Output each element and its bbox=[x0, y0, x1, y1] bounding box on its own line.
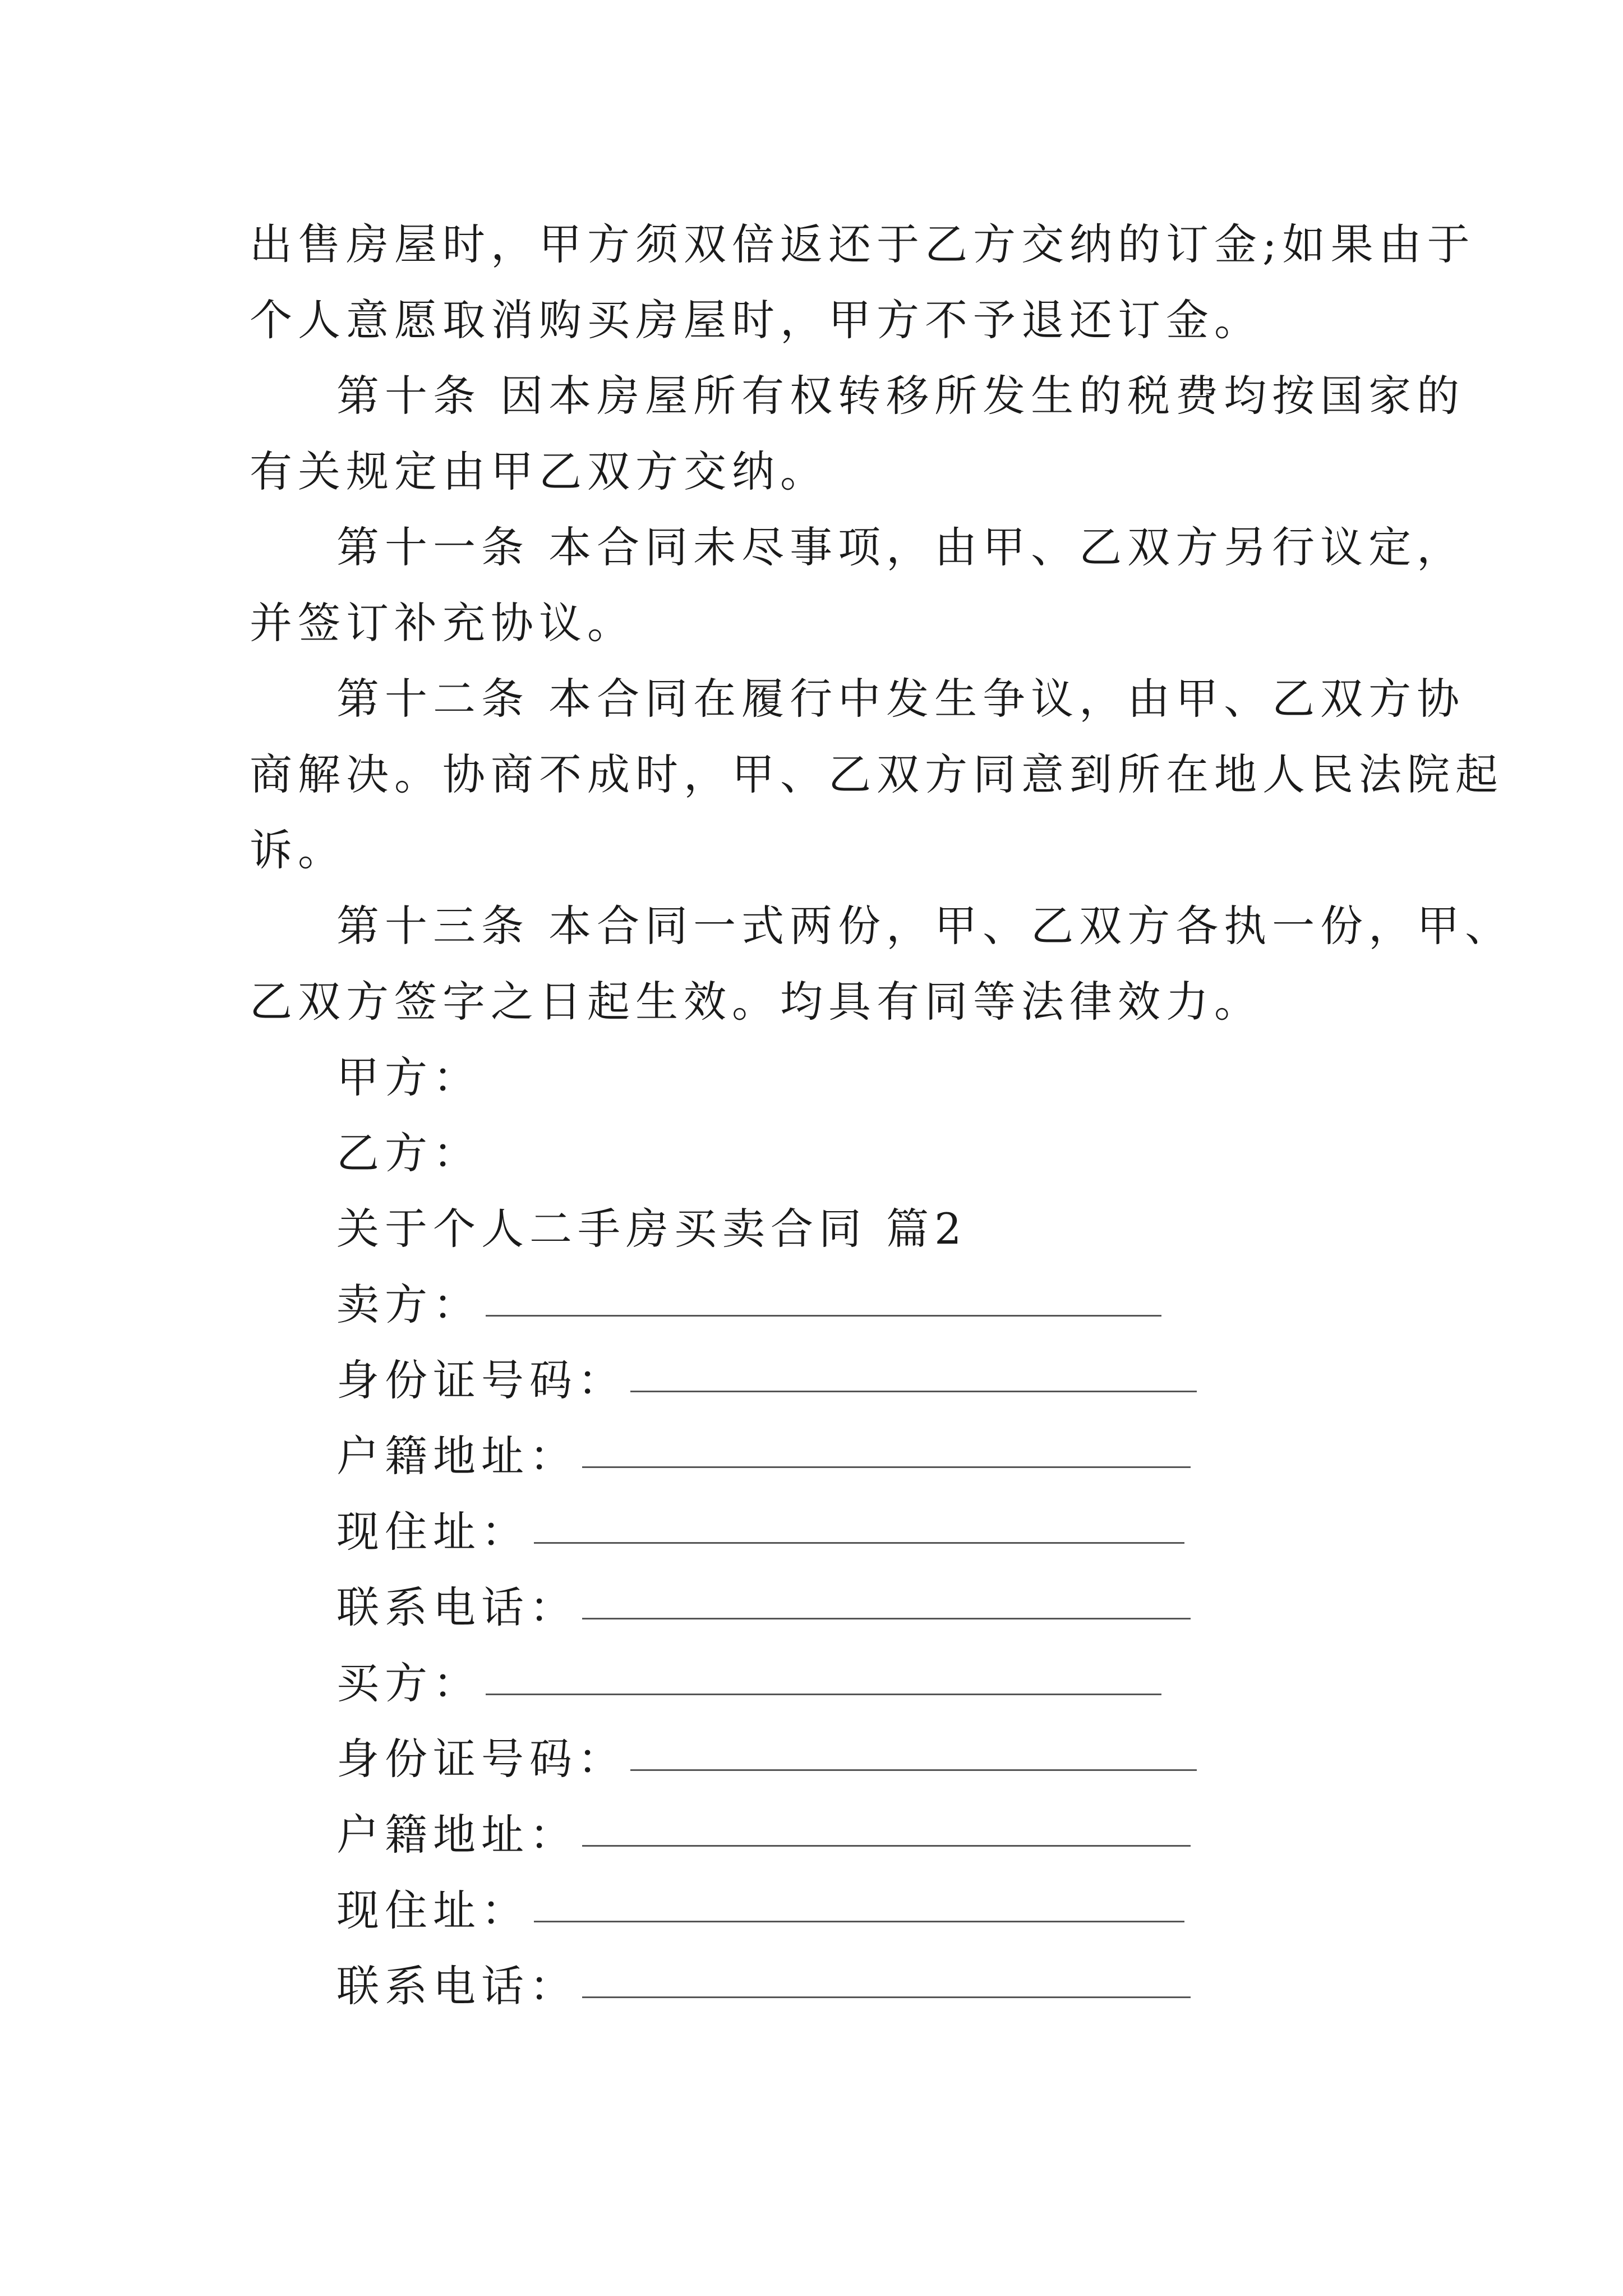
text-line: 第十三条 本合同一式两份，甲、乙双方各执一份，甲、 bbox=[336, 901, 1514, 951]
fill-blank bbox=[582, 1581, 1191, 1619]
form-field-seller-id bbox=[336, 1354, 1197, 1407]
text-line: 第十一条 本合同未尽事项，由甲、乙双方另行议定， bbox=[336, 522, 1465, 572]
field-label: 联系电话： bbox=[336, 1582, 578, 1632]
field-label: 身份证号码： bbox=[336, 1355, 626, 1405]
fill-blank bbox=[534, 1505, 1184, 1544]
fill-blank bbox=[486, 1278, 1161, 1317]
form-field-buyer-phone bbox=[336, 1959, 1191, 2013]
signature-party-a: 甲方： bbox=[336, 1052, 481, 1102]
text-line: 出售房屋时，甲方须双倍返还于乙方交纳的订金;如果由于 bbox=[250, 219, 1476, 269]
text-line: 并签订补充协议。 bbox=[250, 598, 635, 648]
form-field-seller bbox=[336, 1278, 1161, 1332]
field-label: 卖方： bbox=[336, 1280, 481, 1329]
text-line: 个人意愿取消购买房屋时，甲方不予退还订金。 bbox=[250, 295, 1262, 345]
field-label: 现住址： bbox=[336, 1885, 529, 1935]
form-field-buyer bbox=[336, 1657, 1161, 1710]
field-label: 户籍地址： bbox=[336, 1810, 578, 1860]
field-label: 身份证号码： bbox=[336, 1734, 626, 1784]
fill-blank bbox=[630, 1354, 1197, 1392]
field-label: 联系电话： bbox=[336, 1961, 578, 2011]
signature-party-b: 乙方： bbox=[336, 1128, 481, 1178]
fill-blank bbox=[534, 1884, 1184, 1922]
form-field-buyer-current-address bbox=[336, 1884, 1184, 1938]
section-heading: 关于个人二手房买卖合同 篇2 bbox=[336, 1204, 967, 1254]
form-field-seller-phone bbox=[336, 1581, 1191, 1635]
form-field-buyer-id bbox=[336, 1732, 1197, 1786]
fill-blank bbox=[582, 1429, 1191, 1468]
text-line: 第十条 因本房屋所有权转移所发生的税费均按国家的 bbox=[336, 371, 1465, 421]
fill-blank bbox=[582, 1959, 1191, 1998]
fill-blank bbox=[630, 1732, 1197, 1771]
text-line: 商解决。协商不成时，甲、乙双方同意到所在地人民法院起 bbox=[250, 749, 1504, 799]
text-line: 第十二条 本合同在履行中发生争议，由甲、乙双方协 bbox=[336, 674, 1465, 724]
fill-blank bbox=[486, 1657, 1161, 1695]
text-line: 有关规定由甲乙双方交纳。 bbox=[250, 447, 828, 496]
text-line: 乙双方签字之日起生效。均具有同等法律效力。 bbox=[250, 977, 1262, 1027]
field-label: 户籍地址： bbox=[336, 1431, 578, 1481]
text-line: 诉。 bbox=[250, 825, 346, 875]
fill-blank bbox=[582, 1808, 1191, 1847]
field-label: 买方： bbox=[336, 1658, 481, 1708]
form-field-buyer-household-address bbox=[336, 1808, 1191, 1862]
form-field-seller-household-address bbox=[336, 1429, 1191, 1483]
form-field-seller-current-address bbox=[336, 1505, 1184, 1559]
field-label: 现住址： bbox=[336, 1507, 529, 1557]
